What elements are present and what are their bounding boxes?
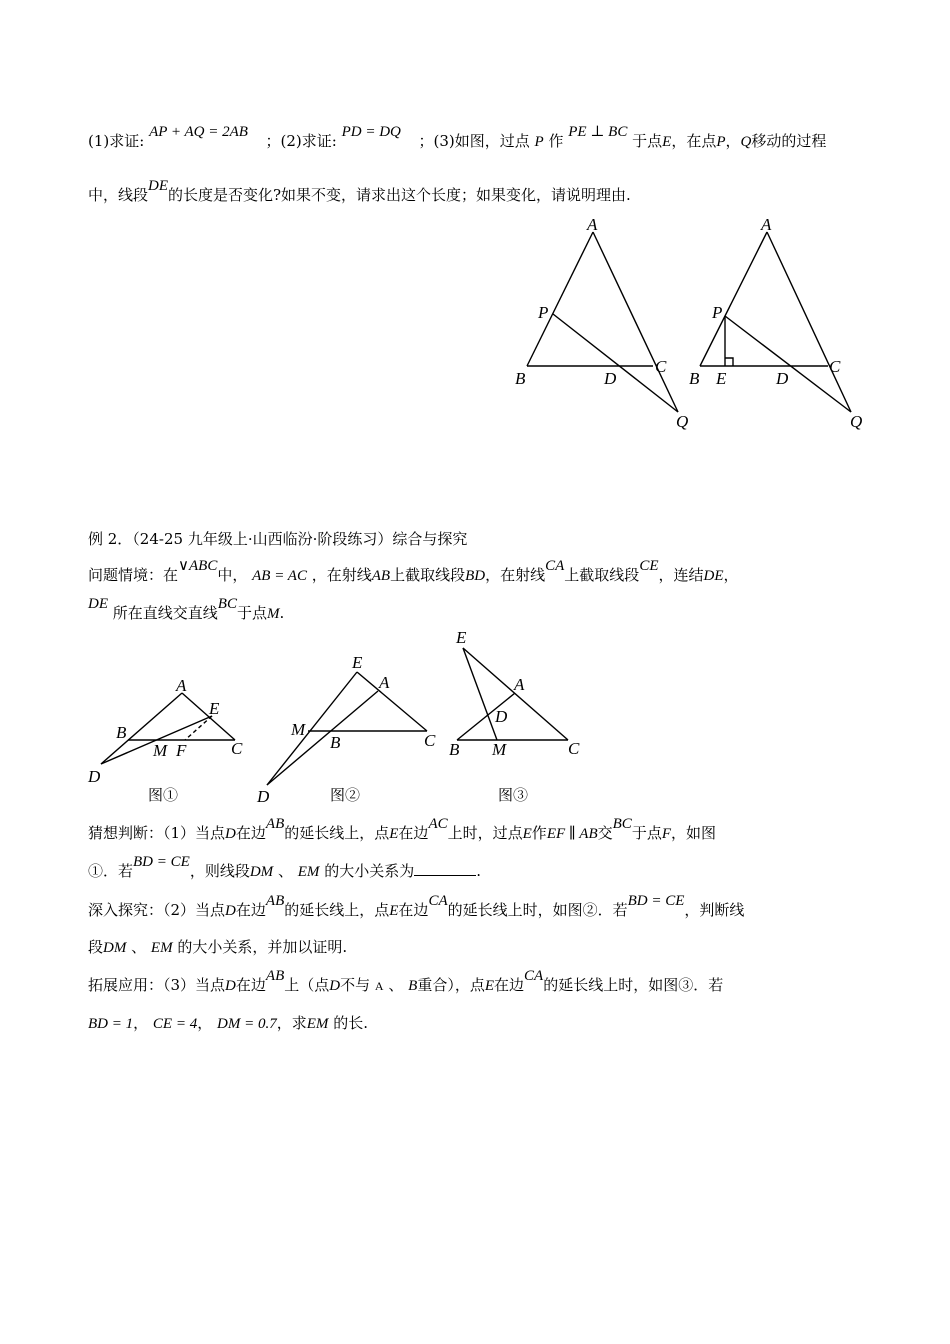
q1-fpt: F	[661, 826, 671, 842]
fig1-label-a: A	[176, 676, 187, 695]
sit-ab: AB	[371, 568, 391, 584]
q1l2-b: ，则线段	[189, 862, 250, 880]
q3-ce: CE = 4	[152, 1016, 198, 1032]
q3-g: 在边	[494, 976, 525, 994]
q1-b: 在边	[235, 824, 266, 842]
q2-e: E	[389, 903, 399, 919]
sit-a: 问题情境：在	[88, 566, 179, 584]
q1-label: (1)求证:	[88, 132, 145, 150]
q2-b: 在边	[235, 901, 266, 919]
fig-r-label-e: E	[716, 369, 727, 388]
q3-point-p2: P	[716, 134, 726, 150]
q1l2-dm: DM	[249, 864, 274, 880]
fig1-label-f: F	[176, 741, 187, 760]
sit-ce: CE	[639, 558, 659, 574]
q3-point-p: P	[534, 134, 544, 150]
fig3-label-m: M	[492, 740, 507, 759]
fig-l-label-c: C	[655, 357, 667, 376]
sit-de: DE	[703, 568, 724, 584]
q2-ca: CA	[428, 893, 448, 909]
sit-d: 上截取线段	[390, 566, 466, 584]
q3-pt-a: A	[374, 979, 384, 993]
fig-l-label-d: D	[604, 369, 617, 388]
fig-r-label-b: B	[689, 369, 700, 388]
q1-g: 交	[597, 824, 613, 842]
fig-l-label-q: Q	[676, 412, 689, 431]
p1-line2-a: 中，线段	[88, 186, 149, 204]
sit2-c: .	[279, 604, 285, 622]
sit-tri: ∨ABC	[178, 558, 218, 574]
p1-line2-b: 的长度是否变化?如果不变，请求出这个长度；如果变化，请说明理由.	[168, 186, 631, 204]
example2-q3-line1	[88, 968, 724, 995]
fig1-label-e: E	[209, 699, 220, 718]
sit-eq: AB = AC	[252, 568, 307, 584]
q2-d2: 在边	[398, 901, 429, 919]
fig3-label-b: B	[449, 740, 460, 759]
fig3-label-d: D	[495, 707, 508, 726]
q3-e: 、	[388, 976, 404, 994]
sit-ca: CA	[545, 558, 565, 574]
q2-formula: PD = DQ	[341, 124, 401, 140]
q3-d: D	[225, 978, 236, 994]
q1-ab: AB	[265, 816, 285, 832]
fig-r-label-c: C	[829, 357, 841, 376]
q1-e: E	[389, 826, 399, 842]
fig3-ec	[463, 648, 568, 740]
q3-i: ，	[133, 1014, 149, 1032]
sit2-a: 所在直线交直线	[112, 604, 218, 622]
fig2-caption: 图②	[330, 786, 361, 804]
q1-bc: BC	[612, 816, 632, 832]
q2-f: ，判断线	[684, 901, 745, 919]
sit2-de: DE	[88, 596, 108, 612]
fig-l-label-a: A	[587, 215, 598, 234]
q1-d: D	[225, 826, 236, 842]
fig1-label-c: C	[231, 739, 243, 758]
example2-q2-line2	[88, 936, 347, 957]
fig2-label-c: C	[424, 731, 436, 750]
sit-e: ，在射线	[485, 566, 546, 584]
fig1-label-m: M	[153, 741, 168, 760]
q2-d: D	[225, 903, 236, 919]
example2-q2-line1	[88, 893, 745, 920]
q1l2-c: 、	[277, 862, 293, 880]
q3-ca: CA	[524, 968, 544, 984]
answer-blank	[414, 861, 476, 876]
fig-r-label-q: Q	[850, 412, 863, 431]
example2-q3-line2	[88, 1012, 368, 1033]
fig3-label-a: A	[514, 675, 525, 694]
sit2-m: M	[266, 606, 280, 622]
q2l2-dm: DM	[103, 940, 127, 956]
q3-label: ；(3)如图，过点	[418, 132, 530, 150]
q3-d2: D	[329, 978, 341, 994]
sit-bd: BD	[465, 568, 486, 584]
q1l2-cond: BD = CE	[133, 854, 190, 870]
q1-e2: 上时，过点	[447, 824, 523, 842]
fig3-em	[463, 648, 497, 740]
q1-a: 猜想判断：（1）当点	[88, 824, 226, 842]
sit-c: ，在射线	[311, 566, 372, 584]
fig-r-label-p: P	[712, 303, 723, 322]
q1-c: 的延长线上，点	[284, 824, 390, 842]
fig2-label-b: B	[330, 733, 341, 752]
q3-formula: PE ⊥ BC	[568, 124, 628, 140]
fig-l-label-b: B	[515, 369, 526, 388]
q1-f: 作	[531, 824, 547, 842]
q3-pt-b: B	[408, 978, 418, 994]
fig1-label-b: B	[116, 723, 127, 742]
q1-formula: AP + AQ = 2AB	[149, 124, 248, 140]
example2-q1-line1	[88, 816, 717, 843]
q1l2-em: EM	[297, 864, 320, 880]
fig2-label-a: A	[379, 673, 390, 692]
fig2-label-m: M	[291, 720, 306, 739]
q2-label: ；(2)求证:	[265, 132, 337, 150]
q3-point-q: Q	[740, 134, 752, 150]
q3-bd: BD = 1	[88, 1016, 134, 1032]
q1-ac: AC	[428, 816, 448, 832]
q3-text-b: ，在点	[671, 132, 717, 150]
sit-g: ，连结	[658, 566, 704, 584]
fig3-label-e: E	[456, 628, 467, 647]
q2l2-a: 段	[88, 938, 104, 956]
q3-k: ，求	[276, 1014, 307, 1032]
q2l2-c: 的大小关系，并加以证明.	[177, 938, 348, 956]
q2l2-b: 、	[131, 938, 147, 956]
example2-q1-line2	[88, 854, 481, 881]
fig3-label-c: C	[568, 739, 580, 758]
sit-b: 中，	[217, 566, 248, 584]
q3-l: 的长.	[333, 1014, 368, 1032]
fig1-label-d: D	[88, 767, 101, 786]
q3-h: 的延长线上时，如图③．若	[543, 976, 724, 994]
q2l2-em: EM	[150, 940, 173, 956]
sit-f: 上截取线段	[564, 566, 640, 584]
q1-h: 于点	[631, 824, 662, 842]
fig-r-label-a: A	[761, 215, 772, 234]
q3-c: 上（点	[284, 976, 330, 994]
q3-text-c: 移动的过程	[751, 132, 827, 150]
q3-a: 拓展应用：（3）当点	[88, 976, 226, 994]
example2-heading-text: 例 2．（24-25 九年级上·山西临汾·阶段练习）综合与探究	[88, 530, 468, 548]
fig-l-label-p: P	[538, 303, 549, 322]
sit2-b: 于点	[236, 604, 267, 622]
fig2-label-e: E	[352, 653, 363, 672]
q3-point-e: E	[662, 134, 672, 150]
q3-make: 作	[548, 132, 564, 150]
q3-b: 在边	[235, 976, 266, 994]
q2-c: 的延长线上，点	[284, 901, 390, 919]
q2-a: 深入探究：（2）当点	[88, 901, 226, 919]
p1-line2-de: DE	[148, 178, 169, 194]
q3-pt-e: E	[484, 978, 494, 994]
q2-e2: 的延长线上时，如图②．若	[447, 901, 628, 919]
q1-e3: E	[522, 826, 532, 842]
q3-j: ，	[197, 1014, 213, 1032]
q1-i: ，如图	[671, 824, 717, 842]
q1l2-e: .	[476, 862, 481, 880]
q1l2-a: ①．若	[88, 862, 134, 880]
fig3-caption: 图③	[498, 786, 529, 804]
q1-par: EF ∥ AB	[546, 826, 598, 842]
q2-ab: AB	[265, 893, 285, 909]
fig2-label-d: D	[257, 787, 270, 806]
fig-r-label-d: D	[776, 369, 789, 388]
q3-f: 重合），点	[417, 976, 485, 994]
fig1-caption: 图①	[148, 786, 179, 804]
q3-comma: ，	[725, 132, 741, 150]
q1l2-d: 的大小关系为	[324, 862, 415, 880]
q2-cond: BD = CE	[627, 893, 685, 909]
sit-h: ，	[723, 566, 739, 584]
q3-dm: DM = 0.7	[217, 1016, 277, 1032]
q3-em: EM	[306, 1016, 329, 1032]
sit2-bc: BC	[217, 596, 237, 612]
q3-d3: 不与	[340, 976, 371, 994]
q3-text-a: 于点	[632, 132, 663, 150]
q1-d2: 在边	[398, 824, 429, 842]
q3-ab: AB	[265, 968, 285, 984]
